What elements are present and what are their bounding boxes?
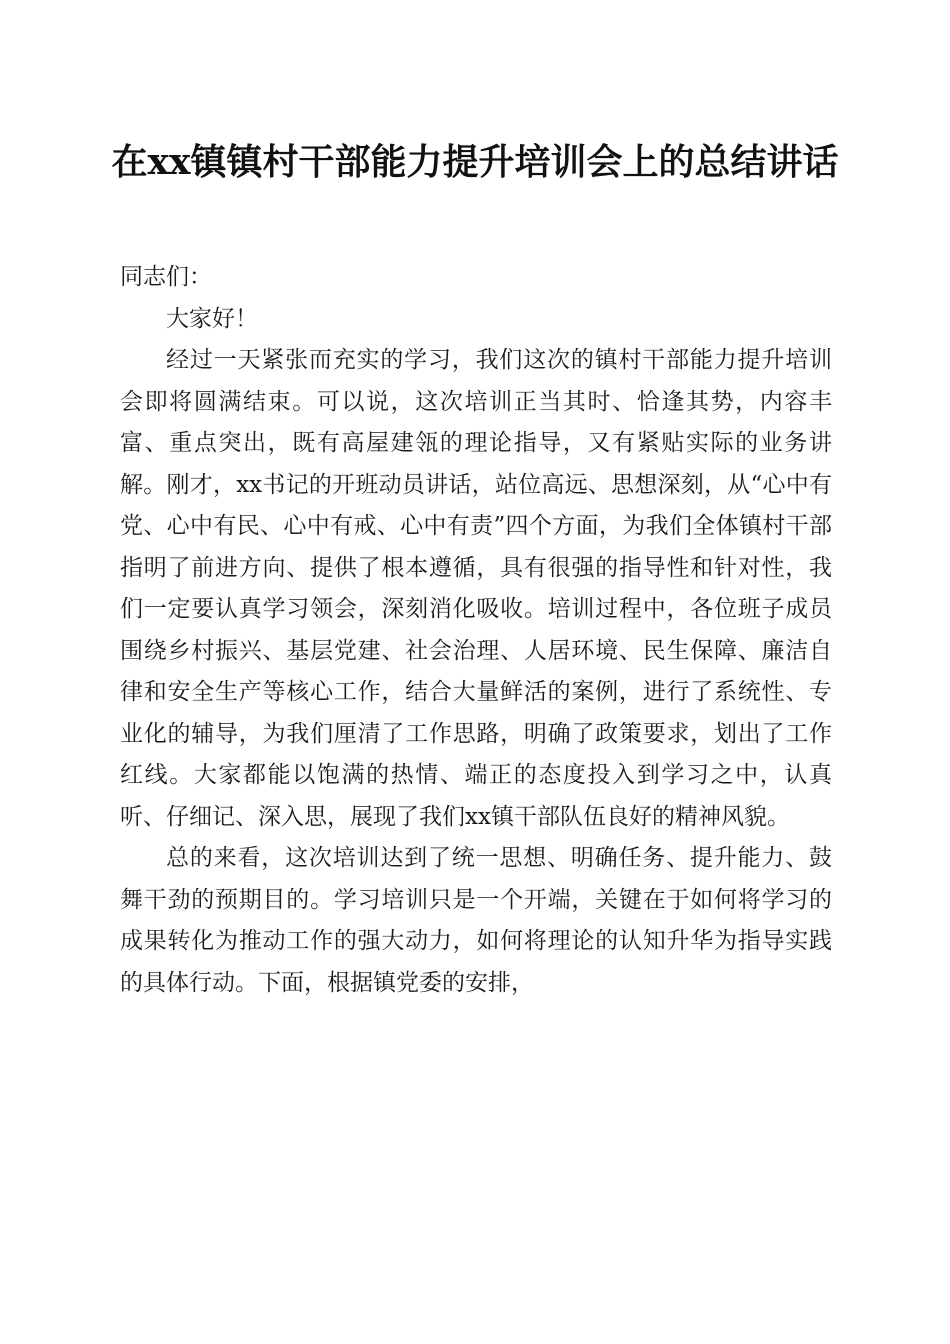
paragraph-overall-summary: 总的来看，这次培训达到了统一思想、明确任务、提升能力、鼓舞干劲的预期目的。学习培训只是一个开端，关键在于如何将学习的成果转化为推动工作的强大动力，如何将理论的认知升华为指导实践的具体行动。下面，根据镇党委的安排， [120, 845, 832, 996]
salutation: 同志们： [120, 264, 212, 290]
paragraph-training-review: 经过一天紧张而充实的学习，我们这次的镇村干部能力提升培训会即将圆满结束。可以说，这次培训正当其时、恰逢其势，内容丰富、重点突出，既有高屋建瓴的理论指导，又有紧贴实际的业务讲解。刚才，xx书记的开班动员讲话，站位高远、思想深刻，从“心中有党、心中有民、心中有戒、心中有责”四个方面，为我们全体镇村干部指明了前进方向、提供了根本遵循，具有很强的指导性和针对性，我们一定要认真学习领会，深刻消化吸收。培训过程中，各位班子成员围绕乡村振兴、基层党建、社会治理、人居环境、民生保障、廉洁自律和安全生产等核心工作，结合大量鲜活的案例，进行了系统性、专业化的辅导，为我们厘清了工作思路，明确了政策要求，划出了工作红线。大家都能以饱满的热情、端正的态度投入到学习之中，认真听、仔细记、深入思，展现了我们xx镇干部队伍良好的精神风貌。 [120, 347, 832, 830]
paragraph-greeting: 大家好！ [166, 305, 258, 332]
document-title: 在xx镇镇村干部能力提升培训会上的总结讲话 [111, 141, 839, 183]
document-body [120, 257, 832, 1004]
